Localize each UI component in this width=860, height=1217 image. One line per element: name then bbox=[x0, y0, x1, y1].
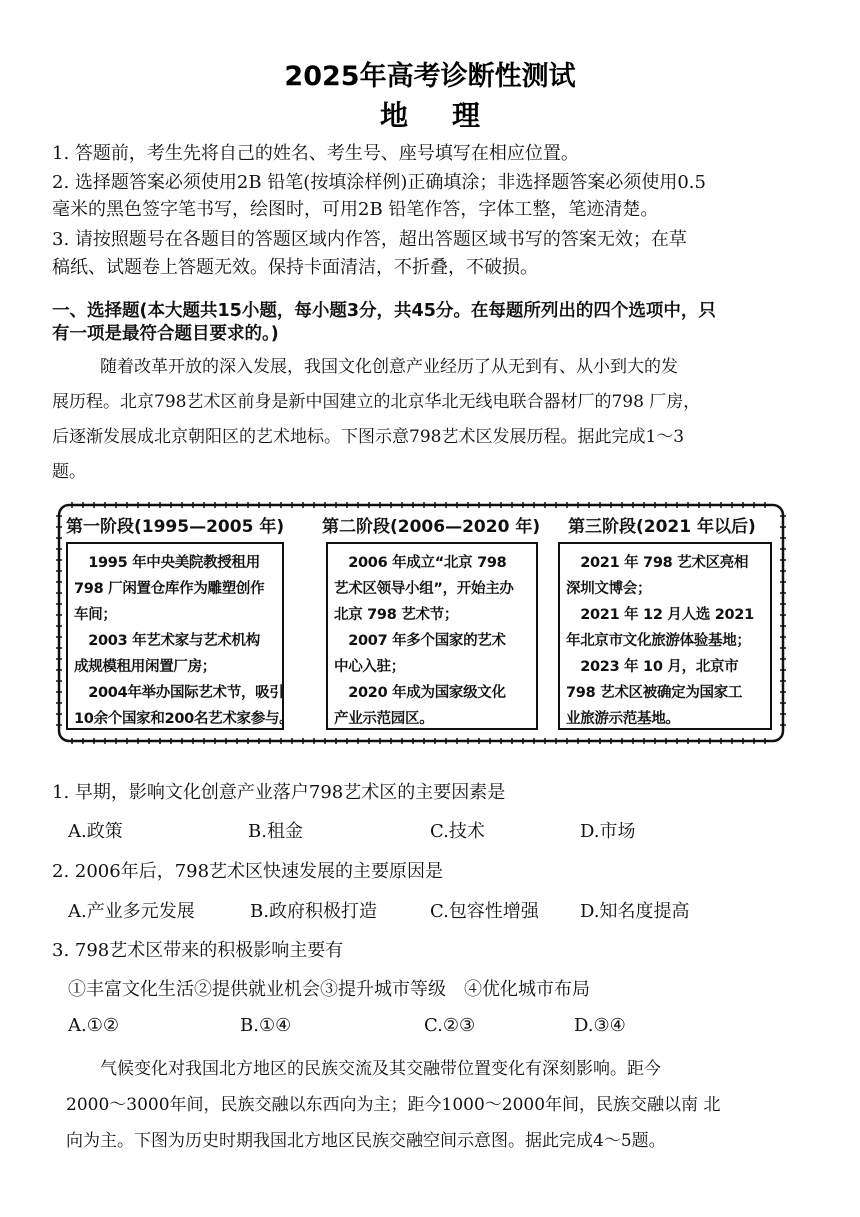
section-heading: 一、选择题(本大题共15小题，每小题3分，共45分。在每题所列出的四个选项中，只 bbox=[52, 301, 716, 321]
stage-2-title: 第二阶段(2006—2020 年) bbox=[322, 517, 541, 537]
question-1-option-b[interactable]: B.租金 bbox=[248, 821, 303, 842]
question-3-option-b[interactable]: B.①④ bbox=[240, 1015, 292, 1036]
question-3-option-a[interactable]: A.①② bbox=[68, 1015, 119, 1036]
stage-3-line: 2023 年 10 月，北京市 bbox=[566, 659, 739, 675]
question-3-statements: ①丰富文化生活②提供就业机会③提升城市等级 ④优化城市布局 bbox=[68, 979, 590, 1000]
stage-2-line: 产业示范园区。 bbox=[334, 711, 434, 727]
stage-1-line: 2003 年艺术家与艺术机构 bbox=[74, 633, 260, 649]
question-1-option-c[interactable]: C.技术 bbox=[430, 821, 485, 842]
stage-3-line: 2021 年 798 艺术区亮相 bbox=[566, 555, 749, 571]
stage-3-line: 深圳文博会； bbox=[566, 581, 652, 597]
question-1-option-a[interactable]: A.政策 bbox=[68, 821, 123, 842]
stage-1-line: 1995 年中央美院教授租用 bbox=[74, 555, 260, 571]
stage-3-title: 第三阶段(2021 年以后) bbox=[568, 517, 756, 537]
stage-3-line: 年北京市文化旅游体验基地； bbox=[566, 633, 751, 649]
passage-line: 气候变化对我国北方地区的民族交流及其交融带位置变化有深刻影响。距今 bbox=[100, 1059, 661, 1079]
question-2-stem: 2. 2006年后，798艺术区快速发展的主要原因是 bbox=[52, 861, 444, 882]
section-heading: 有一项是最符合题目要求的。) bbox=[52, 324, 279, 344]
stage-1-line: 2004年举办国际艺术节，吸引 bbox=[74, 685, 284, 701]
instruction-line: 3. 请按照题号在各题目的答题区域内作答，超出答题区域书写的答案无效；在草 bbox=[52, 229, 687, 250]
passage-line: 题。 bbox=[52, 462, 86, 482]
passage-line: 2000～3000年间，民族交融以东西向为主；距今1000～2000年间，民族交融以南 北 bbox=[66, 1095, 721, 1115]
question-2-option-d[interactable]: D.知名度提高 bbox=[580, 901, 690, 922]
stage-1-line: 798 厂闲置仓库作为雕塑创作 bbox=[74, 581, 265, 597]
question-3-stem: 3. 798艺术区带来的积极影响主要有 bbox=[52, 940, 344, 961]
stage-3-line: 798 艺术区被确定为国家工 bbox=[566, 685, 743, 701]
question-1-stem: 1. 早期，影响文化创意产业落户798艺术区的主要因素是 bbox=[52, 782, 506, 803]
subject-title bbox=[0, 94, 860, 134]
question-2-option-c[interactable]: C.包容性增强 bbox=[430, 901, 539, 922]
passage-line: 展历程。北京798艺术区前身是新中国建立的北京华北无线电联合器材厂的798 厂房， bbox=[52, 392, 701, 412]
stage-2-line: 2006 年成立“北京 798 bbox=[334, 555, 507, 571]
timeline-figure bbox=[56, 500, 786, 746]
stage-2-line: 中心入驻； bbox=[334, 659, 405, 675]
subject-char-1: 地 bbox=[379, 99, 408, 132]
stage-1-line: 车间； bbox=[74, 607, 117, 623]
exam-title: 2025年高考诊断性测试 bbox=[284, 61, 576, 92]
stage-2-line: 北京 798 艺术节； bbox=[334, 607, 459, 623]
question-3-option-d[interactable]: D.③④ bbox=[574, 1015, 626, 1036]
stage-1-title: 第一阶段(1995—2005 年) bbox=[66, 517, 285, 537]
stage-2-line: 2020 年成为国家级文化 bbox=[334, 685, 506, 701]
instruction-line: 稿纸、试题卷上答题无效。保持卡面清洁，不折叠，不破损。 bbox=[52, 257, 538, 278]
question-1-option-d[interactable]: D.市场 bbox=[580, 821, 636, 842]
instruction-line: 1. 答题前，考生先将自己的姓名、考生号、座号填写在相应位置。 bbox=[52, 143, 579, 164]
passage-line: 后逐渐发展成北京朝阳区的艺术地标。下图示意798艺术区发展历程。据此完成1～3 bbox=[52, 427, 685, 447]
question-2-option-a[interactable]: A.产业多元发展 bbox=[68, 901, 195, 922]
stage-3-box bbox=[558, 542, 772, 730]
subject-char-2: 理 bbox=[452, 99, 481, 132]
passage-line: 随着改革开放的深入发展，我国文化创意产业经历了从无到有、从小到大的发 bbox=[100, 357, 678, 377]
stage-1-box bbox=[66, 542, 294, 730]
instruction-line: 2. 选择题答案必须使用2B 铅笔(按填涂样例)正确填涂；非选择题答案必须使用0.5 bbox=[52, 172, 706, 193]
instruction-line: 毫米的黑色签字笔书写，绘图时，可用2B 铅笔作答，字体工整，笔迹清楚。 bbox=[52, 199, 659, 220]
question-3-option-c[interactable]: C.②③ bbox=[424, 1015, 476, 1036]
stage-2-line: 艺术区领导小组”，开始主办 bbox=[334, 581, 514, 597]
stage-2-line: 2007 年多个国家的艺术 bbox=[334, 633, 506, 649]
stage-3-line: 业旅游示范基地。 bbox=[566, 711, 680, 727]
stage-3-line: 2021 年 12 月人选 2021 bbox=[566, 607, 754, 623]
stage-1-line: 成规模租用闲置厂房； bbox=[74, 659, 216, 675]
stage-1-line: 10余个国家和200名艺术家参与。 bbox=[74, 711, 294, 727]
question-2-option-b[interactable]: B.政府积极打造 bbox=[250, 901, 377, 922]
stage-2-box bbox=[326, 542, 538, 730]
passage-line: 向为主。下图为历史时期我国北方地区民族交融空间示意图。据此完成4～5题。 bbox=[66, 1131, 666, 1151]
